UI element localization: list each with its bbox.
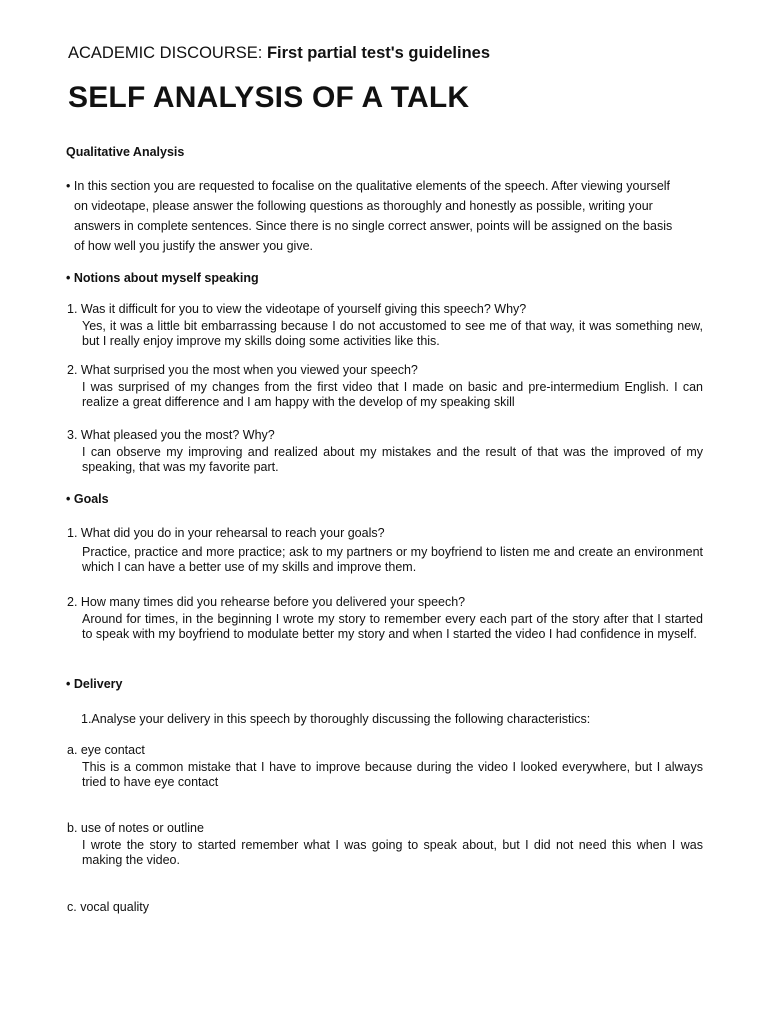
characteristic-block bbox=[67, 743, 703, 791]
question-prompt: 2. What surprised you the most when you viewed your speech? bbox=[67, 363, 418, 377]
question-answer: I was surprised of my changes from the first video that I made on basic and pre-intermedium English. I can realize a great difference and I am happy with the develop of my speaking skill bbox=[82, 379, 703, 409]
question-answer: Around for times, in the beginning I wrote my story to remember every each part of the story after that I started to speak with my boyfriend to modulate better my story and when I started the video I had confidence in myself. bbox=[82, 611, 703, 641]
characteristic-block bbox=[67, 821, 703, 869]
question-block bbox=[67, 595, 703, 643]
test-guidelines-label: First partial test's guidelines bbox=[266, 44, 491, 62]
intro-line: of how well you justify the answer you give. bbox=[74, 239, 314, 253]
question-answer: Yes, it was a little bit embarrassing because I do not accustomed to see me of that way, it was something new, but I really enjoy improve my skills doing some activities like this. bbox=[82, 318, 703, 348]
question-answer: I can observe my improving and realized about my mistakes and the result of that was the improved of my speaking, that was my favorite part. bbox=[82, 444, 703, 474]
characteristic-prompt: b. use of notes or outline bbox=[67, 821, 204, 835]
delivery-instruction: 1.Analyse your delivery in this speech by thoroughly discussing the following characteristics: bbox=[81, 712, 591, 726]
question-prompt: 2. How many times did you rehearse before you delivered your speech? bbox=[67, 595, 466, 609]
intro-paragraph bbox=[66, 176, 706, 256]
question-prompt: 3. What pleased you the most? Why? bbox=[67, 428, 275, 442]
goals-heading: • Goals bbox=[66, 492, 109, 506]
page-title: SELF ANALYSIS OF A TALK bbox=[68, 81, 470, 114]
question-answer: Practice, practice and more practice; ask to my partners or my boyfriend to listen me and create an environment which I can have a better use of my skills and improve them. bbox=[82, 544, 703, 574]
characteristic-prompt: c. vocal quality bbox=[67, 900, 149, 914]
question-block bbox=[67, 428, 703, 476]
intro-line: on videotape, please answer the following questions as thoroughly and honestly as possible, writing your bbox=[74, 199, 653, 213]
characteristic-block bbox=[67, 900, 703, 916]
question-block bbox=[67, 302, 703, 350]
delivery-heading: • Delivery bbox=[66, 677, 123, 691]
question-prompt: 1. Was it difficult for you to view the videotape of yourself giving this speech? Why? bbox=[67, 302, 527, 316]
question-block bbox=[67, 526, 703, 576]
question-prompt: 1. What did you do in your rehearsal to reach your goals? bbox=[67, 526, 385, 540]
question-block bbox=[67, 363, 703, 411]
characteristic-answer: I wrote the story to started remember what I was going to speak about, but I did not need this when I was making the video. bbox=[82, 837, 703, 867]
characteristic-answer: This is a common mistake that I have to improve because during the video I looked everywhere, but I always tried to have eye contact bbox=[82, 759, 703, 789]
characteristic-prompt: a. eye contact bbox=[67, 743, 145, 757]
course-name: ACADEMIC DISCOURSE: bbox=[68, 44, 267, 62]
intro-line: • In this section you are requested to focalise on the qualitative elements of the speech. After viewing yourself bbox=[66, 179, 671, 193]
course-header bbox=[68, 44, 490, 63]
intro-line: answers in complete sentences. Since there is no single correct answer, points will be assigned on the basis bbox=[74, 219, 673, 233]
qualitative-analysis-heading: Qualitative Analysis bbox=[66, 145, 185, 159]
notions-heading: • Notions about myself speaking bbox=[66, 271, 259, 285]
